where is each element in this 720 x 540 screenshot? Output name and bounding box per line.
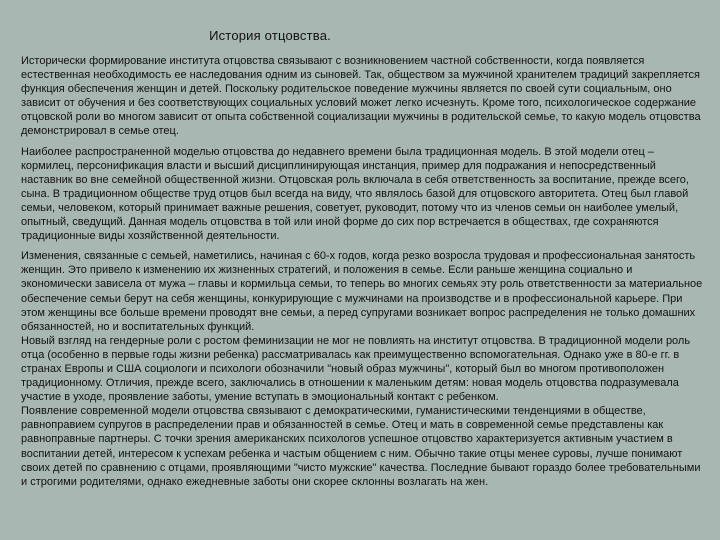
slide-body [21, 54, 704, 489]
paragraph-new-view: Новый взгляд на гендерные роли с ростом феминизации не мог не повлиять на институт отцовства. В традиционной модели роль отца (особенно в первые годы жизни ребенка) рассматривалась как преимущественно вспомогательная. Однако уже в 80-е гг. в странах Европы и США социологи и психологи обозначили "новый образ мужчины", который был во многом противоположен традиционному. Отличия, прежде всего, заключались в отношении к маленьким детям: новая модель отцовства подразумевала участие в уходе, проявление заботы, умение вступать в эмоциональный контакт с ребенком. [21, 334, 691, 404]
paragraph-traditional-model: Наиболее распространенной моделью отцовства до недавнего времени была традиционная модель. В этой модели отец – кормилец, персонификация власти и высший дисциплинирующая инстанция, пример для подражания и непосредственный наставник во вне семейной общественной жизни. Отцовская роль включала в себя ответственность за воспитание, прежде всего, сына. В традиционном обществе труд отцов был всегда на виду, что являлось базой для отцовского авторитета. Отец был главой семьи, человеком, который принимает важные решения, советует, руководит, потому что из членов семьи он наиболее умелый, опытный, сведущий. Данная модель отцовства в той или иной форме до сих пор встречается в обществах, где сохраняются традиционные виды хозяйственной деятельности. [21, 145, 689, 243]
slide-title: История отцовства. [209, 28, 331, 43]
paragraph-history: Исторически формирование института отцовства связывают с возникновением частной собственности, когда появляется естественная необходимость ее наследования одним из сыновей. Так, обществом за мужчиной хранителем традиций закрепляется функция обеспечения женщин и детей. Поскольку родительское поведение мужчины является по своей сути социальным, оно зависит от обучения и без соответствующих социальных условий может легко исчезнуть. Кроме того, психологическое содержание отцовской роли во многом зависит от опыта собственной социализации мужчины в родительской семье, то какую модель отцовства демонстрировал в семье отец. [21, 55, 701, 138]
paragraph-changes: Изменения, связанные с семьей, наметились, начиная с 60-х годов, когда резко возросла трудовая и профессиональная занятость женщин. Это привело к изменению их жизненных стратегий, и положения в семье. Если раньше женщина социально и экономически зависела от мужа – главы и кормильца семьи, то теперь во многих семьях эту роль ответственности за материальное обеспечение семьи берут на себя женщины, конкурирующие с мужчинами на производстве и в профессиональной карьере. При этом женщины все больше времени проводят вне семьи, а перед супругами возникает вопрос распределения не только домашних обязанностей, но и воспитательных функций. [21, 250, 703, 333]
paragraph-modern-model: Появление современной модели отцовства связывают с демократическими, гуманистическими тенденциями в обществе, равноправием супругов в распределении прав и обязанностей в семье. Отец и мать в современной семье представлены как равноправные партнеры. С точки зрения американских психологов успешное отцовство характеризуется активным участием в воспитании детей, интересом к успехам ребенка и частым общением с ним. Обычно такие отцы менее суровы, лучше понимают своих детей по сравнению с отцами, проявляющими "чисто мужские" качества. Последние бывают гораздо более требовательными и строгими родителями, однако ежедневные заботы они скорее склонны возлагать на жен. [21, 405, 701, 488]
